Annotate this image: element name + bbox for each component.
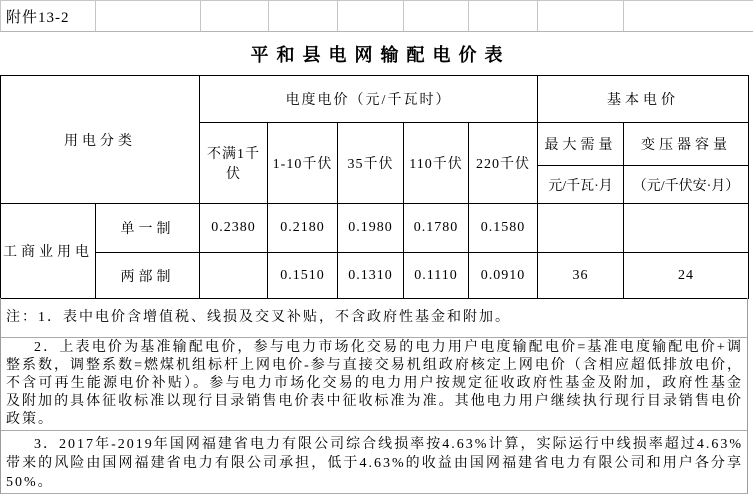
- header-basic-price-group: 基本电价: [538, 76, 749, 123]
- header-energy-price-group: 电度电价（元/千瓦时）: [200, 76, 538, 123]
- header-voltage-35kv: 35千伏: [338, 123, 404, 204]
- note-1: 注：1．表中电价含增值税、线损及交叉补贴，不含政府性基金和附加。: [1, 298, 747, 338]
- spreadsheet-cell: [201, 1, 269, 31]
- price-cell: [200, 253, 268, 299]
- header-voltage-under1kv: 不满1千伏: [200, 123, 268, 204]
- header-max-demand: 最大需量: [538, 123, 624, 166]
- max-demand-cell: 36: [538, 253, 624, 299]
- price-cell: 0.1980: [338, 204, 404, 253]
- max-demand-cell: [538, 204, 624, 253]
- header-voltage-220kv: 220千伏: [469, 123, 538, 204]
- top-gridline-row: [0, 0, 753, 32]
- spreadsheet-cell: [96, 1, 201, 31]
- attachment-label: 附件13-2: [1, 1, 96, 31]
- price-cell: 0.1310: [338, 253, 404, 299]
- note-2: 2．上表电价为基准输配电价，参与电力市场化交易的电力用户电度输配电价=基准电度输配电价+调整系数，调整系数=燃煤机组标杆上网电价-参与直接交易机组政府核定上网电价（含相应超低排放电价，不含可再生能源电价补贴）。参与电力市场化交易的电力用户按规定征收政府性基金及附加，政府性基金及附加的具体征收标准以现行目录销售电价表中征收标准为准。其他电力用户继续执行现行目录销售电价政策。: [1, 338, 747, 431]
- category-cell: 工商业用电: [1, 204, 96, 299]
- header-max-demand-unit: 元/千瓦·月: [538, 166, 624, 204]
- spreadsheet-cell: [538, 1, 624, 31]
- price-table: [0, 75, 749, 299]
- spreadsheet-cell: [269, 1, 338, 31]
- header-transformer-capacity-unit: （元/千伏安·月）: [624, 166, 749, 204]
- transformer-capacity-cell: [624, 204, 749, 253]
- system-cell-two-part: 两部制: [96, 253, 200, 299]
- price-cell: 0.1780: [404, 204, 469, 253]
- transformer-capacity-cell: 24: [624, 253, 749, 299]
- header-voltage-110kv: 110千伏: [404, 123, 469, 204]
- price-cell: 0.2380: [200, 204, 268, 253]
- price-cell: 0.1110: [404, 253, 469, 299]
- system-cell-single: 单一制: [96, 204, 200, 253]
- header-usage-category: 用电分类: [1, 76, 200, 204]
- spreadsheet-cell: [404, 1, 469, 31]
- spreadsheet-cell: [469, 1, 538, 31]
- spreadsheet-cell: [624, 1, 753, 31]
- price-cell: 0.0910: [469, 253, 538, 299]
- notes-section: [0, 298, 748, 494]
- price-cell: 0.1580: [469, 204, 538, 253]
- note-3: 3．2017年-2019年国网福建省电力有限公司综合线损率按4.63%计算，实际运行中线损率超过4.63%带来的风险由国网福建省电力有限公司承担，低于4.63%的收益由国网福建省电力有限公司和用户各分享50%。: [1, 431, 747, 494]
- table-row: [1, 204, 749, 253]
- header-transformer-capacity: 变压器容量: [624, 123, 749, 166]
- price-cell: 0.1510: [268, 253, 338, 299]
- header-voltage-1-10kv: 1-10千伏: [268, 123, 338, 204]
- table-row: [1, 253, 749, 299]
- spreadsheet-cell: [338, 1, 404, 31]
- page-title: 平和县电网输配电价表: [250, 44, 511, 65]
- price-cell: 0.2180: [268, 204, 338, 253]
